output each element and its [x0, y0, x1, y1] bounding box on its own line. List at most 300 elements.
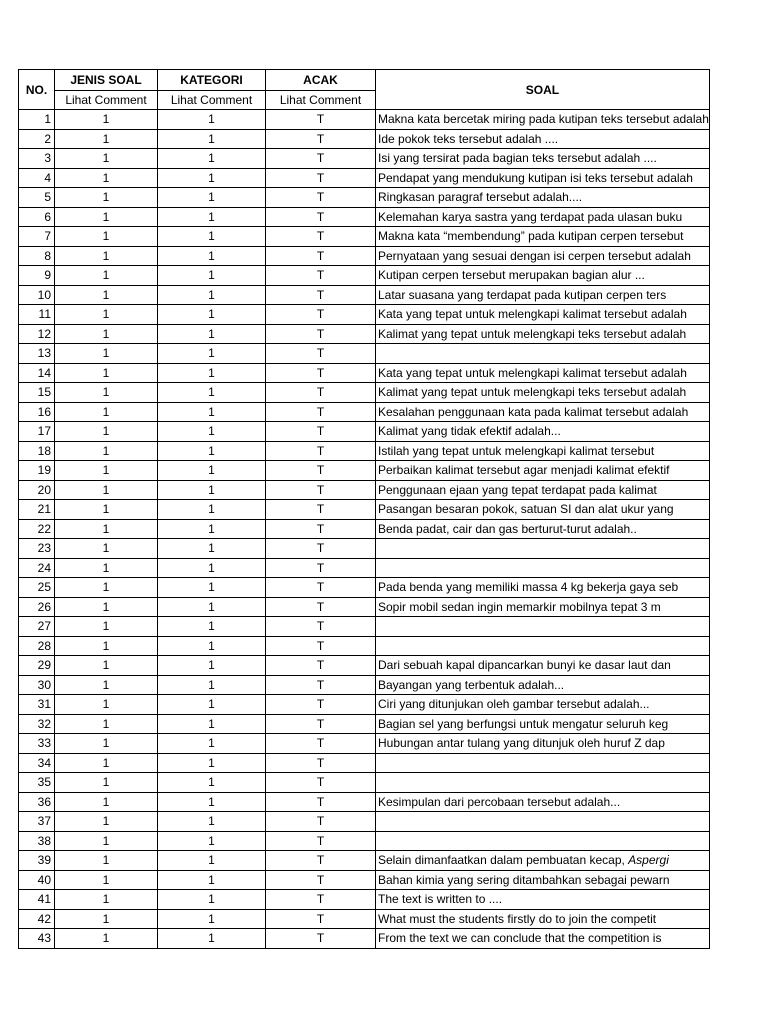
cell-no[interactable] [19, 227, 55, 247]
cell-acak[interactable] [266, 831, 376, 851]
cell-kategori[interactable] [158, 188, 266, 208]
table-row [19, 461, 710, 481]
cell-soal-text: Kesalahan penggunaan kata pada kalimat tersebut adalah [378, 404, 689, 419]
cell-no[interactable] [19, 207, 55, 227]
cell-kategori-text: 1 [208, 385, 215, 400]
cell-kategori[interactable] [158, 500, 266, 520]
cell-kategori[interactable] [158, 734, 266, 754]
cell-acak[interactable] [266, 227, 376, 247]
cell-jenis-soal-text: 1 [102, 658, 110, 673]
cell-soal-text: The text is written to .... [378, 892, 503, 907]
cell-no[interactable] [19, 831, 55, 851]
cell-no[interactable] [19, 734, 55, 754]
cell-soal[interactable] [376, 617, 710, 637]
cell-kategori[interactable] [158, 636, 266, 656]
cell-kategori-text: 1 [208, 346, 215, 361]
cell-kategori[interactable] [158, 402, 266, 422]
cell-kategori[interactable] [158, 851, 266, 871]
cell-jenis-soal[interactable] [55, 246, 158, 266]
cell-acak[interactable] [266, 909, 376, 929]
cell-soal-text: Bahan kimia yang sering ditambahkan sebagai pewarn [378, 872, 670, 887]
cell-soal[interactable] [376, 597, 710, 617]
cell-kategori[interactable] [158, 207, 266, 227]
cell-jenis-soal-text: 1 [102, 833, 110, 848]
cell-acak-text: T [316, 521, 325, 536]
cell-jenis-soal-text: 1 [102, 112, 110, 127]
table-row [19, 890, 710, 910]
cell-acak[interactable] [266, 695, 376, 715]
subheader-acak[interactable]: Lihat Comment [266, 91, 376, 110]
cell-no-text: 35 [37, 775, 51, 790]
cell-no[interactable] [19, 870, 55, 890]
cell-acak[interactable] [266, 617, 376, 637]
cell-no[interactable] [19, 188, 55, 208]
cell-jenis-soal[interactable] [55, 422, 158, 442]
cell-no[interactable] [19, 656, 55, 676]
cell-jenis-soal[interactable] [55, 227, 158, 247]
table-row [19, 578, 710, 598]
cell-no-text: 33 [37, 736, 51, 751]
cell-no-text: 36 [37, 794, 51, 809]
cell-kategori-text: 1 [208, 892, 215, 907]
cell-kategori-text: 1 [208, 716, 215, 731]
cell-kategori[interactable] [158, 441, 266, 461]
cell-acak[interactable] [266, 363, 376, 383]
cell-acak[interactable] [266, 773, 376, 793]
table-row [19, 324, 710, 344]
cell-jenis-soal[interactable] [55, 812, 158, 832]
cell-no[interactable] [19, 324, 55, 344]
cell-kategori-text: 1 [208, 560, 215, 575]
cell-acak[interactable] [266, 207, 376, 227]
cell-acak[interactable] [266, 461, 376, 481]
cell-no[interactable] [19, 149, 55, 169]
cell-soal[interactable] [376, 870, 710, 890]
header-jenis-soal[interactable]: JENIS SOAL [55, 70, 158, 91]
cell-acak[interactable] [266, 246, 376, 266]
cell-no[interactable] [19, 500, 55, 520]
cell-jenis-soal[interactable] [55, 597, 158, 617]
cell-kategori-text: 1 [208, 931, 215, 946]
cell-soal[interactable] [376, 461, 710, 481]
cell-jenis-soal[interactable] [55, 461, 158, 481]
table-row [19, 129, 710, 149]
cell-jenis-soal-text: 1 [102, 931, 110, 946]
cell-jenis-soal[interactable] [55, 656, 158, 676]
table-row [19, 539, 710, 559]
cell-no[interactable] [19, 675, 55, 695]
cell-soal-text: Hubungan antar tulang yang ditunjuk oleh huruf Z dap [378, 736, 665, 751]
cell-soal[interactable] [376, 812, 710, 832]
cell-jenis-soal-text: 1 [102, 892, 110, 907]
cell-jenis-soal-text: 1 [102, 209, 110, 224]
cell-no-text: 2 [44, 131, 51, 146]
cell-acak[interactable] [266, 285, 376, 305]
cell-jenis-soal[interactable] [55, 363, 158, 383]
cell-acak[interactable] [266, 441, 376, 461]
cell-jenis-soal[interactable] [55, 305, 158, 325]
cell-soal[interactable] [376, 558, 710, 578]
table-row [19, 168, 710, 188]
cell-soal[interactable] [376, 909, 710, 929]
cell-soal[interactable] [376, 305, 710, 325]
header-soal[interactable]: SOAL [376, 70, 710, 110]
cell-jenis-soal[interactable] [55, 402, 158, 422]
cell-soal[interactable] [376, 675, 710, 695]
cell-kategori[interactable] [158, 383, 266, 403]
cell-acak[interactable] [266, 792, 376, 812]
cell-soal[interactable] [376, 285, 710, 305]
table-row [19, 519, 710, 539]
cell-jenis-soal-text: 1 [102, 677, 110, 692]
cell-no[interactable] [19, 344, 55, 364]
cell-jenis-soal[interactable] [55, 636, 158, 656]
cell-jenis-soal[interactable] [55, 675, 158, 695]
cell-soal-text: Kelemahan karya sastra yang terdapat pada ulasan buku [378, 209, 683, 224]
cell-acak[interactable] [266, 422, 376, 442]
cell-kategori[interactable] [158, 363, 266, 383]
cell-no[interactable] [19, 461, 55, 481]
cell-jenis-soal[interactable] [55, 207, 158, 227]
cell-kategori[interactable] [158, 266, 266, 286]
cell-soal[interactable] [376, 831, 710, 851]
cell-jenis-soal[interactable] [55, 285, 158, 305]
cell-jenis-soal-text: 1 [102, 853, 110, 868]
header-row [19, 70, 710, 91]
cell-kategori[interactable] [158, 539, 266, 559]
cell-soal[interactable] [376, 383, 710, 403]
cell-jenis-soal[interactable] [55, 129, 158, 149]
cell-soal[interactable] [376, 929, 710, 949]
cell-acak-text: T [316, 131, 325, 146]
cell-soal[interactable] [376, 656, 710, 676]
cell-acak[interactable] [266, 149, 376, 169]
cell-kategori-text: 1 [208, 131, 215, 146]
cell-kategori-text: 1 [208, 502, 215, 517]
cell-soal[interactable] [376, 851, 710, 871]
cell-soal[interactable] [376, 402, 710, 422]
cell-no[interactable] [19, 168, 55, 188]
cell-soal[interactable] [376, 500, 710, 520]
cell-acak[interactable] [266, 402, 376, 422]
cell-no[interactable] [19, 539, 55, 559]
cell-acak[interactable] [266, 597, 376, 617]
cell-jenis-soal[interactable] [55, 480, 158, 500]
cell-kategori[interactable] [158, 461, 266, 481]
cell-kategori-text: 1 [208, 365, 215, 380]
cell-no-text: 15 [37, 385, 51, 400]
cell-acak[interactable] [266, 929, 376, 949]
cell-soal[interactable] [376, 110, 710, 130]
cell-soal-text: Kata yang tepat untuk melengkapi kalimat tersebut adalah [378, 365, 687, 380]
cell-acak[interactable] [266, 324, 376, 344]
cell-soal[interactable] [376, 773, 710, 793]
cell-kategori[interactable] [158, 812, 266, 832]
cell-no[interactable] [19, 792, 55, 812]
cell-no[interactable] [19, 636, 55, 656]
cell-no[interactable] [19, 890, 55, 910]
cell-kategori[interactable] [158, 227, 266, 247]
cell-acak[interactable] [266, 734, 376, 754]
cell-soal[interactable] [376, 519, 710, 539]
cell-acak[interactable] [266, 675, 376, 695]
cell-no-text: 20 [37, 482, 51, 497]
cell-acak-text: T [316, 794, 325, 809]
cell-no[interactable] [19, 773, 55, 793]
cell-jenis-soal-text: 1 [102, 716, 110, 731]
cell-no-text: 10 [37, 287, 51, 302]
cell-acak-text: T [316, 170, 325, 185]
cell-jenis-soal[interactable] [55, 500, 158, 520]
cell-acak[interactable] [266, 558, 376, 578]
cell-acak[interactable] [266, 305, 376, 325]
cell-kategori[interactable] [158, 714, 266, 734]
cell-soal[interactable] [376, 714, 710, 734]
cell-acak[interactable] [266, 851, 376, 871]
cell-acak[interactable] [266, 266, 376, 286]
cell-soal[interactable] [376, 363, 710, 383]
cell-no-text: 24 [37, 560, 51, 575]
cell-kategori[interactable] [158, 344, 266, 364]
cell-jenis-soal[interactable] [55, 578, 158, 598]
cell-jenis-soal[interactable] [55, 695, 158, 715]
cell-kategori[interactable] [158, 285, 266, 305]
cell-no[interactable] [19, 305, 55, 325]
cell-no[interactable] [19, 812, 55, 832]
cell-kategori[interactable] [158, 656, 266, 676]
cell-soal[interactable] [376, 246, 710, 266]
cell-jenis-soal[interactable] [55, 344, 158, 364]
cell-jenis-soal-text: 1 [102, 599, 110, 614]
cell-kategori-text: 1 [208, 443, 215, 458]
cell-acak[interactable] [266, 870, 376, 890]
cell-no[interactable] [19, 714, 55, 734]
cell-no-text: 38 [37, 833, 51, 848]
cell-jenis-soal[interactable] [55, 617, 158, 637]
cell-kategori[interactable] [158, 792, 266, 812]
cell-soal[interactable] [376, 266, 710, 286]
cell-kategori[interactable] [158, 929, 266, 949]
cell-kategori-text: 1 [208, 853, 215, 868]
cell-jenis-soal[interactable] [55, 851, 158, 871]
cell-no[interactable] [19, 285, 55, 305]
cell-soal[interactable] [376, 890, 710, 910]
cell-kategori[interactable] [158, 773, 266, 793]
cell-jenis-soal[interactable] [55, 266, 158, 286]
cell-kategori[interactable] [158, 695, 266, 715]
cell-soal-text: Isi yang tersirat pada bagian teks tersebut adalah .... [378, 151, 657, 166]
cell-kategori[interactable] [158, 890, 266, 910]
cell-jenis-soal[interactable] [55, 890, 158, 910]
cell-acak-text: T [316, 755, 325, 770]
cell-kategori[interactable] [158, 129, 266, 149]
cell-soal-text: Kesimpulan dari percobaan tersebut adalah... [378, 794, 621, 809]
cell-soal[interactable] [376, 422, 710, 442]
subheader-jenis-soal[interactable]: Lihat Comment [55, 91, 158, 110]
cell-kategori[interactable] [158, 909, 266, 929]
cell-kategori-text: 1 [208, 151, 215, 166]
cell-soal[interactable] [376, 129, 710, 149]
cell-acak-text: T [316, 404, 325, 419]
table-row [19, 597, 710, 617]
cell-acak[interactable] [266, 753, 376, 773]
cell-soal[interactable] [376, 636, 710, 656]
cell-kategori[interactable] [158, 246, 266, 266]
cell-no[interactable] [19, 383, 55, 403]
cell-acak[interactable] [266, 519, 376, 539]
cell-jenis-soal-text: 1 [102, 619, 110, 634]
cell-kategori[interactable] [158, 597, 266, 617]
cell-no-text: 8 [44, 248, 51, 263]
cell-no[interactable] [19, 441, 55, 461]
cell-no[interactable] [19, 558, 55, 578]
cell-acak[interactable] [266, 188, 376, 208]
cell-soal[interactable] [376, 578, 710, 598]
cell-kategori[interactable] [158, 149, 266, 169]
cell-acak[interactable] [266, 344, 376, 364]
cell-jenis-soal[interactable] [55, 110, 158, 130]
cell-kategori[interactable] [158, 753, 266, 773]
cell-no[interactable] [19, 519, 55, 539]
cell-soal[interactable] [376, 480, 710, 500]
cell-no[interactable] [19, 753, 55, 773]
cell-jenis-soal[interactable] [55, 149, 158, 169]
cell-jenis-soal[interactable] [55, 558, 158, 578]
cell-kategori[interactable] [158, 422, 266, 442]
cell-soal[interactable] [376, 539, 710, 559]
cell-no-text: 32 [37, 716, 51, 731]
cell-soal[interactable] [376, 344, 710, 364]
cell-jenis-soal[interactable] [55, 539, 158, 559]
cell-kategori[interactable] [158, 519, 266, 539]
cell-jenis-soal-text: 1 [102, 521, 110, 536]
cell-acak-text: T [316, 385, 325, 400]
cell-acak[interactable] [266, 656, 376, 676]
cell-jenis-soal[interactable] [55, 734, 158, 754]
cell-no[interactable] [19, 851, 55, 871]
cell-no[interactable] [19, 909, 55, 929]
cell-soal-text: Latar suasana yang terdapat pada kutipan cerpen ters [378, 287, 667, 302]
table-row [19, 227, 710, 247]
cell-no[interactable] [19, 617, 55, 637]
cell-jenis-soal[interactable] [55, 831, 158, 851]
cell-acak[interactable] [266, 168, 376, 188]
cell-no[interactable] [19, 363, 55, 383]
cell-jenis-soal[interactable] [55, 168, 158, 188]
header-no[interactable]: NO. [19, 70, 55, 110]
cell-soal[interactable] [376, 695, 710, 715]
table-row [19, 636, 710, 656]
cell-no[interactable] [19, 402, 55, 422]
cell-kategori[interactable] [158, 675, 266, 695]
cell-soal[interactable] [376, 149, 710, 169]
header-kategori[interactable]: KATEGORI [158, 70, 266, 91]
cell-no[interactable] [19, 266, 55, 286]
cell-jenis-soal[interactable] [55, 188, 158, 208]
cell-soal[interactable] [376, 792, 710, 812]
cell-soal-text: Pernyataan yang sesuai dengan isi cerpen tersebut adalah [378, 248, 691, 263]
cell-no-text: 37 [37, 814, 51, 829]
cell-soal[interactable] [376, 168, 710, 188]
cell-jenis-soal[interactable] [55, 324, 158, 344]
cell-jenis-soal-text: 1 [102, 385, 110, 400]
cell-acak[interactable] [266, 890, 376, 910]
cell-no[interactable] [19, 597, 55, 617]
cell-kategori[interactable] [158, 480, 266, 500]
table-row [19, 753, 710, 773]
cell-soal-text: Dari sebuah kapal dipancarkan bunyi ke dasar laut dan [378, 658, 671, 673]
cell-soal[interactable] [376, 734, 710, 754]
cell-no[interactable] [19, 578, 55, 598]
cell-kategori[interactable] [158, 578, 266, 598]
cell-no[interactable] [19, 480, 55, 500]
cell-soal[interactable] [376, 441, 710, 461]
cell-jenis-soal[interactable] [55, 383, 158, 403]
cell-soal[interactable] [376, 324, 710, 344]
cell-acak-text: T [316, 697, 325, 712]
cell-kategori[interactable] [158, 305, 266, 325]
cell-no[interactable] [19, 929, 55, 949]
cell-acak[interactable] [266, 578, 376, 598]
header-acak[interactable]: ACAK [266, 70, 376, 91]
cell-no-text: 9 [44, 268, 51, 283]
cell-jenis-soal-text: 1 [102, 755, 110, 770]
cell-kategori[interactable] [158, 168, 266, 188]
cell-acak-text: T [316, 638, 325, 653]
cell-jenis-soal[interactable] [55, 792, 158, 812]
cell-jenis-soal[interactable] [55, 870, 158, 890]
cell-acak[interactable] [266, 383, 376, 403]
cell-kategori[interactable] [158, 558, 266, 578]
subheader-kategori[interactable]: Lihat Comment [158, 91, 266, 110]
cell-jenis-soal[interactable] [55, 909, 158, 929]
cell-kategori[interactable] [158, 110, 266, 130]
cell-acak[interactable] [266, 480, 376, 500]
cell-kategori[interactable] [158, 324, 266, 344]
table-row [19, 246, 710, 266]
cell-jenis-soal[interactable] [55, 929, 158, 949]
cell-soal[interactable] [376, 207, 710, 227]
cell-acak[interactable] [266, 110, 376, 130]
cell-acak[interactable] [266, 636, 376, 656]
cell-kategori[interactable] [158, 831, 266, 851]
cell-acak[interactable] [266, 714, 376, 734]
cell-no[interactable] [19, 110, 55, 130]
table-row [19, 480, 710, 500]
cell-acak[interactable] [266, 129, 376, 149]
cell-no[interactable] [19, 422, 55, 442]
cell-no-text: 25 [37, 580, 51, 595]
cell-jenis-soal[interactable] [55, 753, 158, 773]
cell-soal[interactable] [376, 753, 710, 773]
cell-acak[interactable] [266, 812, 376, 832]
cell-jenis-soal[interactable] [55, 773, 158, 793]
cell-kategori[interactable] [158, 870, 266, 890]
cell-kategori[interactable] [158, 617, 266, 637]
cell-no[interactable] [19, 695, 55, 715]
cell-no[interactable] [19, 129, 55, 149]
cell-acak[interactable] [266, 539, 376, 559]
cell-jenis-soal[interactable] [55, 441, 158, 461]
cell-soal-text: Kata yang tepat untuk melengkapi kalimat tersebut adalah [378, 307, 687, 322]
cell-jenis-soal[interactable] [55, 519, 158, 539]
cell-no[interactable] [19, 246, 55, 266]
cell-acak[interactable] [266, 500, 376, 520]
cell-jenis-soal[interactable] [55, 714, 158, 734]
cell-acak-text: T [316, 853, 325, 868]
cell-soal[interactable] [376, 227, 710, 247]
cell-soal[interactable] [376, 188, 710, 208]
